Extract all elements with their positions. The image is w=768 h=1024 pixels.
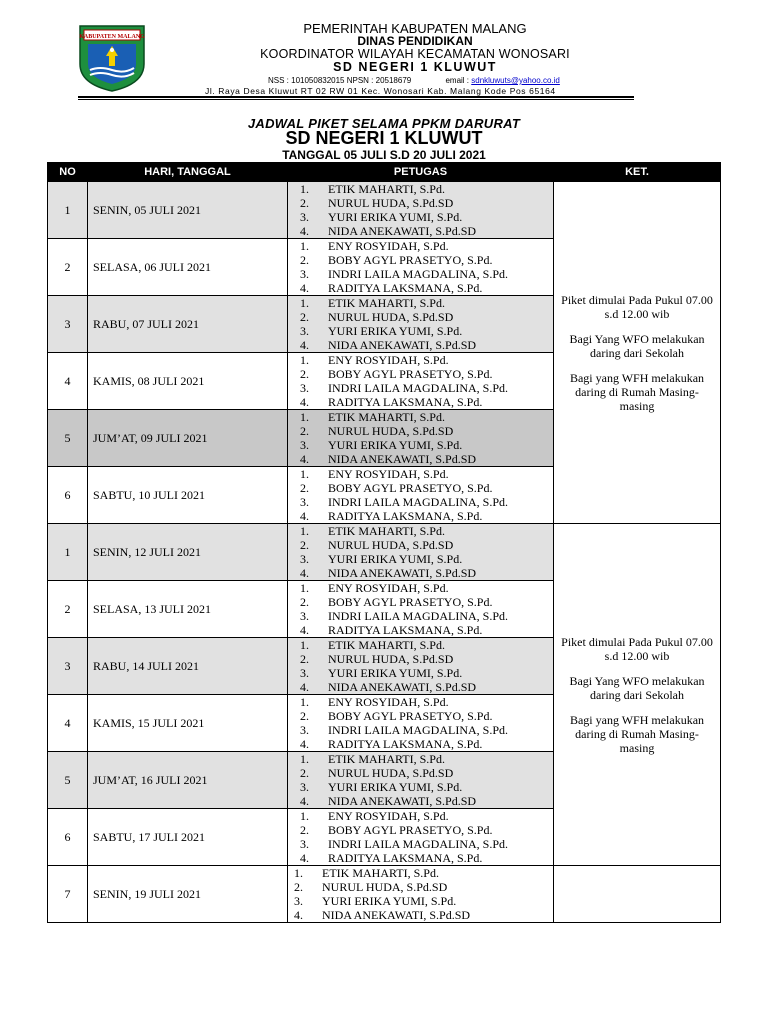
row-number: 2 (48, 581, 88, 638)
table-row (48, 866, 721, 923)
petugas-name: NURUL HUDA, S.Pd.SD (322, 880, 448, 894)
ket-note: Bagi Yang WFO melakukan daring dari Sekolah (569, 673, 705, 702)
petugas-name: YURI ERIKA YUMI, S.Pd. (328, 438, 463, 452)
row-petugas (288, 866, 554, 923)
row-day-date: RABU, 14 JULI 2021 (88, 638, 288, 695)
petugas-item (300, 395, 553, 409)
petugas-number: 2. (300, 595, 309, 609)
row-day-date: SABTU, 17 JULI 2021 (88, 809, 288, 866)
petugas-item (300, 210, 553, 224)
petugas-item (294, 880, 553, 894)
petugas-number: 4. (300, 566, 309, 580)
petugas-number: 4. (300, 737, 309, 751)
petugas-item (300, 680, 553, 694)
petugas-name: NIDA ANEKAWATI, S.Pd.SD (328, 566, 477, 580)
row-number: 6 (48, 809, 88, 866)
petugas-item (300, 381, 553, 395)
petugas-name: INDRI LAILA MAGDALINA, S.Pd. (328, 723, 508, 737)
petugas-item (300, 182, 553, 196)
petugas-item (294, 866, 553, 880)
row-number: 1 (48, 182, 88, 239)
petugas-item (300, 780, 553, 794)
petugas-item (300, 809, 553, 823)
petugas-list (288, 809, 553, 865)
row-petugas (288, 239, 554, 296)
petugas-list (288, 467, 553, 523)
petugas-item (300, 467, 553, 481)
row-petugas (288, 809, 554, 866)
row-day-date: KAMIS, 15 JULI 2021 (88, 695, 288, 752)
row-number: 1 (48, 524, 88, 581)
petugas-number: 2. (300, 424, 309, 438)
petugas-name: RADITYA LAKSMANA, S.Pd. (328, 395, 483, 409)
letterhead-school-name: SD NEGERI 1 KLUWUT (333, 60, 497, 74)
petugas-name: YURI ERIKA YUMI, S.Pd. (328, 324, 463, 338)
row-petugas (288, 581, 554, 638)
petugas-item (300, 837, 553, 851)
row-petugas (288, 182, 554, 239)
svg-text:KABUPATEN MALANG: KABUPATEN MALANG (79, 34, 145, 40)
petugas-item (300, 666, 553, 680)
petugas-list (288, 524, 553, 580)
row-day-date: RABU, 07 JULI 2021 (88, 296, 288, 353)
ket-note: Bagi Yang WFO melakukan daring dari Sekolah (569, 331, 705, 360)
petugas-item (300, 296, 553, 310)
letterhead-contact (268, 76, 560, 85)
petugas-list (288, 410, 553, 466)
petugas-item (300, 481, 553, 495)
petugas-list (288, 353, 553, 409)
letterhead-department: DINAS PENDIDIKAN (357, 34, 473, 48)
petugas-number: 3. (300, 723, 309, 737)
petugas-name: NIDA ANEKAWATI, S.Pd.SD (328, 452, 477, 466)
petugas-name: NIDA ANEKAWATI, S.Pd.SD (328, 224, 477, 238)
row-day-date: SENIN, 05 JULI 2021 (88, 182, 288, 239)
petugas-list (288, 866, 553, 922)
row-number: 5 (48, 752, 88, 809)
petugas-name: BOBY AGYL PRASETYO, S.Pd. (328, 367, 493, 381)
petugas-number: 1. (300, 581, 309, 595)
petugas-name: YURI ERIKA YUMI, S.Pd. (328, 780, 463, 794)
petugas-list (288, 752, 553, 808)
petugas-item (300, 338, 553, 352)
petugas-name: NIDA ANEKAWATI, S.Pd.SD (322, 908, 471, 922)
petugas-item (300, 595, 553, 609)
petugas-item (300, 623, 553, 637)
petugas-name: ENY ROSYIDAH, S.Pd. (328, 695, 449, 709)
petugas-number: 3. (300, 837, 309, 851)
petugas-item (300, 524, 553, 538)
petugas-name: BOBY AGYL PRASETYO, S.Pd. (328, 253, 493, 267)
petugas-name: NURUL HUDA, S.Pd.SD (328, 424, 454, 438)
row-petugas (288, 353, 554, 410)
petugas-name: NURUL HUDA, S.Pd.SD (328, 538, 454, 552)
row-petugas (288, 695, 554, 752)
row-number: 5 (48, 410, 88, 467)
letterhead-government: PEMERINTAH KABUPATEN MALANG (303, 21, 527, 36)
petugas-number: 4. (300, 509, 309, 523)
petugas-number: 3. (300, 495, 309, 509)
petugas-number: 2. (300, 310, 309, 324)
school-ids: NSS : 101050832015 NPSN : 20518679 (268, 76, 412, 85)
petugas-name: ETIK MAHARTI, S.Pd. (328, 524, 445, 538)
petugas-name: ETIK MAHARTI, S.Pd. (322, 866, 439, 880)
petugas-number: 2. (300, 367, 309, 381)
row-day-date: SABTU, 10 JULI 2021 (88, 467, 288, 524)
petugas-name: ETIK MAHARTI, S.Pd. (328, 296, 445, 310)
petugas-number: 1. (300, 638, 309, 652)
petugas-number: 1. (300, 524, 309, 538)
petugas-name: ETIK MAHARTI, S.Pd. (328, 638, 445, 652)
petugas-list (288, 581, 553, 637)
petugas-number: 2. (300, 196, 309, 210)
petugas-item (294, 908, 553, 922)
ket-note: Bagi yang WFH melakukan daring di Rumah Masing- masing (569, 370, 705, 413)
petugas-number: 3. (300, 267, 309, 281)
row-number: 2 (48, 239, 88, 296)
petugas-name: INDRI LAILA MAGDALINA, S.Pd. (328, 609, 508, 623)
row-number: 6 (48, 467, 88, 524)
petugas-number: 3. (300, 780, 309, 794)
petugas-number: 3. (300, 609, 309, 623)
petugas-item (300, 766, 553, 780)
petugas-item (300, 552, 553, 566)
petugas-item (300, 851, 553, 865)
petugas-item (300, 253, 553, 267)
petugas-number: 4. (300, 224, 309, 238)
petugas-name: BOBY AGYL PRASETYO, S.Pd. (328, 481, 493, 495)
petugas-list (288, 695, 553, 751)
petugas-item (300, 823, 553, 837)
table-row (48, 182, 721, 239)
petugas-name: NURUL HUDA, S.Pd.SD (328, 310, 454, 324)
row-number: 7 (48, 866, 88, 923)
petugas-number: 3. (300, 438, 309, 452)
document-date-range: TANGGAL 05 JULI S.D 20 JULI 2021 (282, 148, 486, 162)
row-number: 3 (48, 638, 88, 695)
petugas-name: BOBY AGYL PRASETYO, S.Pd. (328, 823, 493, 837)
petugas-name: NURUL HUDA, S.Pd.SD (328, 196, 454, 210)
petugas-item (300, 424, 553, 438)
petugas-item (300, 410, 553, 424)
petugas-item (300, 239, 553, 253)
row-petugas (288, 638, 554, 695)
row-number: 3 (48, 296, 88, 353)
petugas-name: ETIK MAHARTI, S.Pd. (328, 410, 445, 424)
petugas-item (300, 638, 553, 652)
petugas-item (300, 566, 553, 580)
petugas-number: 1. (300, 239, 309, 253)
petugas-name: YURI ERIKA YUMI, S.Pd. (328, 552, 463, 566)
petugas-number: 4. (300, 680, 309, 694)
petugas-number: 2. (300, 253, 309, 267)
row-petugas (288, 296, 554, 353)
petugas-item (300, 367, 553, 381)
petugas-number: 4. (300, 794, 309, 808)
petugas-number: 4. (294, 908, 303, 922)
petugas-number: 2. (300, 766, 309, 780)
petugas-number: 4. (300, 395, 309, 409)
petugas-number: 1. (300, 467, 309, 481)
header-day-date: HARI, TANGGAL (88, 163, 288, 182)
table-row (48, 524, 721, 581)
petugas-name: BOBY AGYL PRASETYO, S.Pd. (328, 595, 493, 609)
ket-cell-empty (554, 866, 721, 923)
document-school-title: SD NEGERI 1 KLUWUT (285, 128, 483, 148)
petugas-name: ENY ROSYIDAH, S.Pd. (328, 353, 449, 367)
ket-note: Piket dimulai Pada Pukul 07.00 s.d 12.00 wib (561, 634, 713, 663)
petugas-name: RADITYA LAKSMANA, S.Pd. (328, 623, 483, 637)
ket-cell (554, 524, 721, 866)
petugas-name: ETIK MAHARTI, S.Pd. (328, 182, 445, 196)
petugas-name: ETIK MAHARTI, S.Pd. (328, 752, 445, 766)
petugas-number: 1. (300, 695, 309, 709)
petugas-number: 4. (300, 452, 309, 466)
petugas-number: 1. (300, 296, 309, 310)
row-day-date: SENIN, 12 JULI 2021 (88, 524, 288, 581)
petugas-name: YURI ERIKA YUMI, S.Pd. (328, 210, 463, 224)
petugas-name: YURI ERIKA YUMI, S.Pd. (328, 666, 463, 680)
petugas-number: 1. (300, 182, 309, 196)
petugas-number: 2. (300, 538, 309, 552)
petugas-name: NIDA ANEKAWATI, S.Pd.SD (328, 338, 477, 352)
row-number: 4 (48, 353, 88, 410)
schedule-body (48, 182, 721, 923)
petugas-number: 1. (300, 809, 309, 823)
petugas-number: 1. (300, 410, 309, 424)
petugas-item (300, 310, 553, 324)
petugas-number: 2. (300, 823, 309, 837)
petugas-number: 3. (300, 324, 309, 338)
header-petugas: PETUGAS (288, 163, 554, 182)
petugas-name: INDRI LAILA MAGDALINA, S.Pd. (328, 381, 508, 395)
petugas-item (300, 609, 553, 623)
petugas-name: INDRI LAILA MAGDALINA, S.Pd. (328, 267, 508, 281)
petugas-name: RADITYA LAKSMANA, S.Pd. (328, 737, 483, 751)
petugas-item (300, 695, 553, 709)
petugas-item (300, 196, 553, 210)
row-day-date: SENIN, 19 JULI 2021 (88, 866, 288, 923)
petugas-number: 2. (300, 652, 309, 666)
petugas-name: ENY ROSYIDAH, S.Pd. (328, 809, 449, 823)
petugas-number: 4. (300, 281, 309, 295)
petugas-item (300, 509, 553, 523)
letterhead-divider-thin (78, 99, 634, 100)
petugas-name: INDRI LAILA MAGDALINA, S.Pd. (328, 837, 508, 851)
petugas-list (288, 296, 553, 352)
petugas-number: 4. (300, 338, 309, 352)
petugas-name: NURUL HUDA, S.Pd.SD (328, 652, 454, 666)
petugas-item (300, 353, 553, 367)
petugas-item (300, 581, 553, 595)
ket-note: Bagi yang WFH melakukan daring di Rumah Masing- masing (569, 712, 705, 755)
petugas-name: INDRI LAILA MAGDALINA, S.Pd. (328, 495, 508, 509)
petugas-item (300, 224, 553, 238)
header-ket: KET. (554, 163, 721, 182)
petugas-number: 2. (300, 709, 309, 723)
letterhead-address: Jl. Raya Desa Kluwut RT 02 RW 01 Kec. Wonosari Kab. Malang Kode Pos 65164 (205, 86, 556, 96)
kabupaten-malang-logo (78, 24, 146, 92)
petugas-item (300, 794, 553, 808)
petugas-item (300, 281, 553, 295)
petugas-item (300, 709, 553, 723)
petugas-item (300, 438, 553, 452)
document-title: JADWAL PIKET SELAMA PPKM DARURAT (247, 116, 521, 131)
petugas-name: RADITYA LAKSMANA, S.Pd. (328, 509, 483, 523)
petugas-name: ENY ROSYIDAH, S.Pd. (328, 239, 449, 253)
petugas-item (300, 723, 553, 737)
petugas-name: NIDA ANEKAWATI, S.Pd.SD (328, 794, 477, 808)
petugas-number: 1. (294, 866, 303, 880)
row-day-date: JUM’AT, 09 JULI 2021 (88, 410, 288, 467)
petugas-name: RADITYA LAKSMANA, S.Pd. (328, 851, 483, 865)
petugas-item (300, 267, 553, 281)
petugas-number: 1. (300, 752, 309, 766)
row-petugas (288, 410, 554, 467)
petugas-name: RADITYA LAKSMANA, S.Pd. (328, 281, 483, 295)
petugas-name: BOBY AGYL PRASETYO, S.Pd. (328, 709, 493, 723)
petugas-number: 3. (300, 552, 309, 566)
petugas-item (300, 752, 553, 766)
petugas-item (300, 538, 553, 552)
row-number: 4 (48, 695, 88, 752)
row-day-date: JUM’AT, 16 JULI 2021 (88, 752, 288, 809)
row-day-date: KAMIS, 08 JULI 2021 (88, 353, 288, 410)
row-petugas (288, 524, 554, 581)
row-petugas (288, 467, 554, 524)
row-day-date: SELASA, 13 JULI 2021 (88, 581, 288, 638)
petugas-list (288, 182, 553, 238)
petugas-number: 3. (300, 210, 309, 224)
petugas-number: 4. (300, 851, 309, 865)
petugas-number: 3. (300, 381, 309, 395)
petugas-number: 2. (294, 880, 303, 894)
row-petugas (288, 752, 554, 809)
petugas-item (300, 737, 553, 751)
petugas-list (288, 239, 553, 295)
letterhead-coordinator: KOORDINATOR WILAYAH KECAMATAN WONOSARI (260, 47, 570, 61)
header-no: NO (48, 163, 88, 182)
petugas-name: ENY ROSYIDAH, S.Pd. (328, 581, 449, 595)
petugas-name: ENY ROSYIDAH, S.Pd. (328, 467, 449, 481)
petugas-list (288, 638, 553, 694)
petugas-number: 3. (300, 666, 309, 680)
petugas-name: NURUL HUDA, S.Pd.SD (328, 766, 454, 780)
petugas-number: 2. (300, 481, 309, 495)
letterhead-divider (78, 96, 634, 98)
petugas-item (300, 652, 553, 666)
email-link[interactable]: sdnkluwuts@yahoo.co.id (471, 76, 560, 85)
schedule-table (47, 162, 721, 923)
row-day-date: SELASA, 06 JULI 2021 (88, 239, 288, 296)
ket-cell (554, 182, 721, 524)
petugas-item (300, 452, 553, 466)
petugas-name: YURI ERIKA YUMI, S.Pd. (322, 894, 457, 908)
ket-note: Piket dimulai Pada Pukul 07.00 s.d 12.00 wib (561, 292, 713, 321)
email-label: email : (445, 76, 472, 85)
petugas-item (300, 324, 553, 338)
table-header-row (48, 163, 721, 182)
petugas-number: 3. (294, 894, 303, 908)
petugas-item (294, 894, 553, 908)
petugas-number: 1. (300, 353, 309, 367)
petugas-name: NIDA ANEKAWATI, S.Pd.SD (328, 680, 477, 694)
petugas-item (300, 495, 553, 509)
petugas-number: 4. (300, 623, 309, 637)
